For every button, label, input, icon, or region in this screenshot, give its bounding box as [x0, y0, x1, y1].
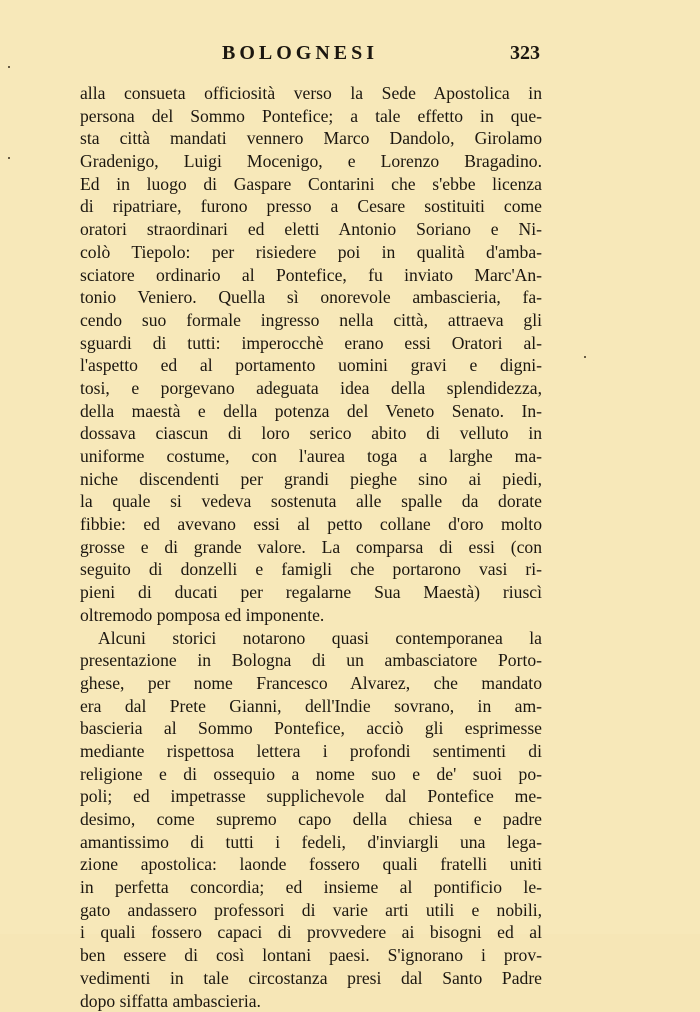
text-line: colò Tiepolo: per risiedere poi in qualità d'amba- [80, 241, 542, 264]
text-line: pieni di ducati per regalarne Sua Maestà) riuscì [80, 581, 542, 604]
text-line: ben essere di così lontani paesi. S'ignorano i prov- [80, 944, 542, 967]
text-line: persona del Sommo Pontefice; a tale effetto in que- [80, 105, 542, 128]
text-line: seguito di donzelli e famigli che portarono vasi ri- [80, 558, 542, 581]
text-line: religione e di ossequio a nome suo e de' suoi po- [80, 763, 542, 786]
text-line: presentazione in Bologna di un ambasciatore Porto- [80, 649, 542, 672]
text-line: sciatore ordinario al Pontefice, fu inviato Marc'An- [80, 264, 542, 287]
text-line: era dal Prete Gianni, dell'Indie sovrano, in am- [80, 695, 542, 718]
text-line: mediante rispettosa lettera i profondi sentimenti di [80, 740, 542, 763]
text-line: amantissimo di tutti i fedeli, d'inviargli una lega- [80, 831, 542, 854]
text-line: zione apostolica: laonde fossero quali fratelli uniti [80, 853, 542, 876]
text-line: Ed in luogo di Gaspare Contarini che s'ebbe licenza [80, 173, 542, 196]
text-line: dossava ciascun di loro serico abito di velluto in [80, 422, 542, 445]
text-line: l'aspetto ed al portamento uomini gravi e digni- [80, 354, 542, 377]
text-line: la quale si vedeva sostenuta alle spalle da dorate [80, 490, 542, 513]
running-title: BOLOGNESI [222, 42, 378, 65]
text-line: gato andassero professori di varie arti utili e nobili, [80, 899, 542, 922]
text-line: fibbie: ed avevano essi al petto collane d'oro molto [80, 513, 542, 536]
text-line: niche discendenti per grandi pieghe sino ai piedi, [80, 468, 542, 491]
text-line: ghese, per nome Francesco Alvarez, che mandato [80, 672, 542, 695]
text-line: sguardi di tutti: imperocchè erano essi Oratori al- [80, 332, 542, 355]
text-line: della maestà e della potenza del Veneto Senato. In- [80, 400, 542, 423]
text-line: tosi, e porgevano adeguata idea della splendidezza, [80, 377, 542, 400]
text-line: uniforme costume, con l'aurea toga a larghe ma- [80, 445, 542, 468]
text-line: bascieria al Sommo Pontefice, acciò gli esprimesse [80, 717, 542, 740]
text-line: i quali fossero capaci di provvedere ai bisogni ed al [80, 921, 542, 944]
paper-speck [8, 157, 10, 159]
text-line: oratori straordinari ed eletti Antonio Soriano e Ni- [80, 218, 542, 241]
paper-speck [584, 356, 586, 358]
paper-speck [8, 66, 10, 68]
text-line: Gradenigo, Luigi Mocenigo, e Lorenzo Bragadino. [80, 150, 542, 173]
page-header [80, 42, 540, 72]
text-line: alla consueta officiosità verso la Sede Apostolica in [80, 82, 542, 105]
page-number: 323 [510, 42, 540, 65]
text-line: vedimenti in tale circostanza presi dal Santo Padre [80, 967, 542, 990]
text-line: desimo, come supremo capo della chiesa e padre [80, 808, 542, 831]
text-line: tonio Veniero. Quella sì onorevole ambascieria, fa- [80, 286, 542, 309]
text-line: dopo siffatta ambascieria. [80, 990, 542, 1012]
text-line: sta città mandati vennero Marco Dandolo, Girolamo [80, 127, 542, 150]
text-line: cendo suo formale ingresso nella città, attraeva gli [80, 309, 542, 332]
text-line: oltremodo pomposa ed imponente. [80, 604, 542, 627]
text-line: Alcuni storici notarono quasi contemporanea la [80, 627, 542, 650]
text-line: grosse e di grande valore. La comparsa di essi (con [80, 536, 542, 559]
text-line: poli; ed impetrasse supplichevole dal Pontefice me- [80, 785, 542, 808]
text-line: in perfetta concordia; ed insieme al pontificio le- [80, 876, 542, 899]
body-text [80, 82, 542, 1012]
text-line: di ripatriare, furono presso a Cesare sostituiti come [80, 195, 542, 218]
